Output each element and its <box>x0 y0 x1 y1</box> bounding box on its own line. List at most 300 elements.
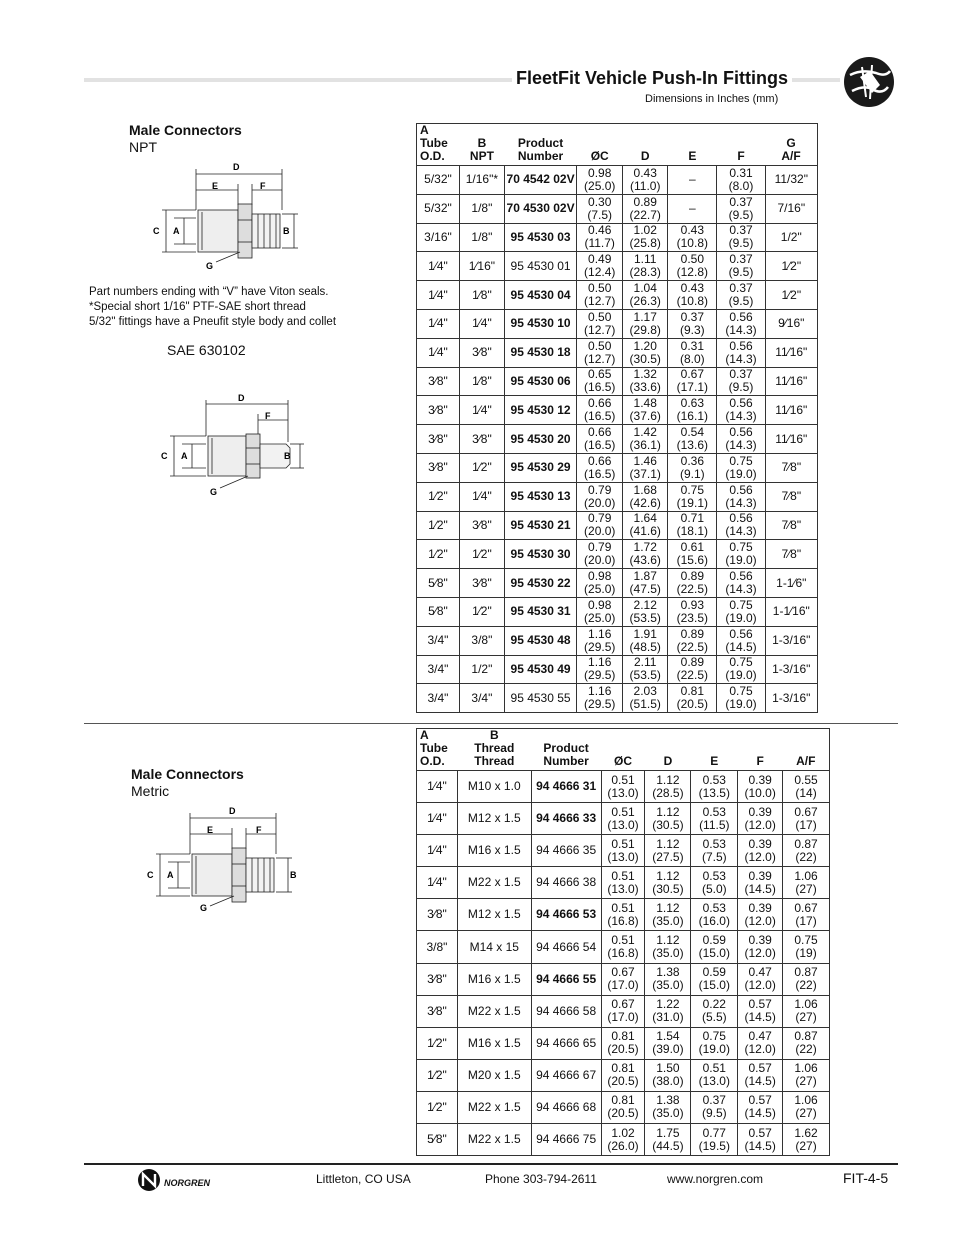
cell-c <box>601 835 645 867</box>
cell-value-line: (14) <box>795 785 817 800</box>
cell-value-line: (19.1) <box>676 495 708 510</box>
cell-e <box>668 511 717 540</box>
cell-value-line: (12.7) <box>584 322 616 337</box>
cell-value-line: 0.53 <box>702 804 726 819</box>
cell-b: M22 x 1.5 <box>457 1091 531 1123</box>
cell-value-line: 0.36 <box>680 453 704 468</box>
cell-f <box>738 1059 783 1091</box>
sae-label: SAE 630102 <box>167 342 246 358</box>
cell-c <box>577 281 623 310</box>
cell-value-line: (43.6) <box>629 553 661 568</box>
cell-value-line: 2.03 <box>633 684 657 699</box>
cell-value-line: (13.0) <box>607 849 639 864</box>
cell-e <box>668 569 717 598</box>
cell-b: 1⁄8" <box>459 367 504 396</box>
cell-value-line: 0.39 <box>748 933 772 948</box>
cell-f <box>717 194 765 223</box>
cell-b: M22 x 1.5 <box>457 1124 531 1156</box>
cell-value-line: 0.59 <box>702 933 726 948</box>
cell-value-line: 2.11 <box>634 655 657 670</box>
metric-section-subtitle: Metric <box>131 783 170 799</box>
cell-f <box>717 281 765 310</box>
cell-value-line: 0.50 <box>588 338 612 353</box>
cell-c <box>577 511 623 540</box>
column-header <box>645 729 691 771</box>
table-row <box>417 771 830 803</box>
cell-c <box>577 655 623 684</box>
brand-wordmark: NORGREN <box>164 1178 211 1188</box>
table-row <box>417 482 818 511</box>
cell-f <box>717 338 765 367</box>
cell-pn: 95 4530 30 <box>504 540 576 569</box>
table-row <box>417 1124 830 1156</box>
cell-e <box>691 835 738 867</box>
cell-value-line: (19.5) <box>698 1138 730 1153</box>
cell-value-line: (9.5) <box>728 294 754 309</box>
cell-value-line: 0.39 <box>748 868 772 883</box>
cell-pn: 95 4530 01 <box>504 252 576 281</box>
cell-value-line: – <box>688 201 696 216</box>
cell-b: 1/2" <box>459 655 504 684</box>
column-header-line: B <box>489 728 499 742</box>
cell-value-line: (9.5) <box>728 207 754 222</box>
cell-value-line: (27.5) <box>652 849 684 864</box>
cell-f <box>717 166 765 195</box>
cell-pn: 95 4530 29 <box>504 453 576 482</box>
column-header-line: F <box>756 754 764 768</box>
cell-value-line: 0.56 <box>729 425 753 440</box>
cell-value-line: (35.0) <box>652 946 684 961</box>
cell-e <box>668 626 717 655</box>
table-row <box>417 803 830 835</box>
cell-a: 5⁄8" <box>417 569 460 598</box>
norgren-brand-logo-icon <box>137 1167 272 1193</box>
cell-a: 1⁄4" <box>417 309 460 338</box>
column-header-line: Thread <box>474 741 515 755</box>
column-header <box>783 729 830 771</box>
cell-value-line: 1.17 <box>633 309 657 324</box>
cell-value-line: (26.0) <box>607 1138 639 1153</box>
cell-value-line: (25.0) <box>584 178 616 193</box>
footer-web[interactable]: www.norgren.com <box>667 1172 764 1186</box>
cell-b: 1⁄4" <box>459 396 504 425</box>
cell-value-line: 1.12 <box>656 804 680 819</box>
cell-g <box>783 771 830 803</box>
table-row <box>417 367 818 396</box>
cell-value-line: (14.5) <box>744 881 776 896</box>
cell-e <box>668 482 717 511</box>
cell-value-line: 0.77 <box>702 1125 726 1140</box>
column-header <box>417 729 458 771</box>
cell-value-line: 0.75 <box>729 453 753 468</box>
column-header <box>417 124 460 166</box>
cell-value-line: (35.0) <box>652 913 684 928</box>
cell-g <box>783 963 830 995</box>
cell-value-line: (8.0) <box>728 178 754 193</box>
column-header-line: E <box>710 754 719 768</box>
cell-value-line: 1.50 <box>656 1061 680 1076</box>
cell-value-line: (14.3) <box>725 322 757 337</box>
cell-e <box>668 684 717 713</box>
column-header-line: Tube <box>420 136 448 150</box>
cell-f <box>738 931 783 963</box>
cell-b: 1/8" <box>459 194 504 223</box>
cell-d <box>623 194 668 223</box>
cell-e <box>691 771 738 803</box>
cell-value-line: (41.6) <box>629 524 661 539</box>
cell-value-line: 0.57 <box>748 1125 772 1140</box>
cell-a: 3/4" <box>417 626 460 655</box>
cell-value-line: (14.5) <box>744 1106 776 1121</box>
cell-value-line: 0.56 <box>729 396 753 411</box>
cell-b: 1/8" <box>459 223 504 252</box>
table-row <box>417 569 818 598</box>
cell-d <box>623 597 668 626</box>
cell-value-line: (18.1) <box>676 524 708 539</box>
cell-value-line: 0.75 <box>702 1029 726 1044</box>
cell-f <box>738 771 783 803</box>
table-header-row <box>417 729 830 771</box>
cell-pn: 70 4542 02V <box>504 166 576 195</box>
cell-pn: 95 4530 55 <box>504 684 576 713</box>
page-number: FIT-4-5 <box>843 1170 889 1186</box>
cell-g: 11⁄16" <box>765 396 817 425</box>
cell-f <box>717 309 765 338</box>
cell-d <box>623 684 668 713</box>
cell-value-line: 0.50 <box>588 309 612 324</box>
cell-b: M22 x 1.5 <box>457 995 531 1027</box>
column-header <box>577 124 623 166</box>
cell-b: 3⁄8" <box>459 425 504 454</box>
cell-a: 3⁄8" <box>417 963 458 995</box>
cell-value-line: (51.5) <box>629 697 661 712</box>
cell-f <box>717 482 765 511</box>
cell-value-line: (27) <box>795 1010 817 1025</box>
cell-b: 3⁄8" <box>459 569 504 598</box>
cell-g <box>783 1027 830 1059</box>
sae-dim-f: F <box>265 411 271 421</box>
column-header <box>531 729 601 771</box>
cell-pn: 95 4530 12 <box>504 396 576 425</box>
cell-value-line: (20.0) <box>584 495 616 510</box>
cell-value-line: (26.3) <box>629 294 661 309</box>
cell-c <box>577 425 623 454</box>
cell-pn: 94 4666 35 <box>531 835 601 867</box>
table-row <box>417 931 830 963</box>
cell-a: 3⁄8" <box>417 453 460 482</box>
cell-e <box>668 194 717 223</box>
table-row <box>417 899 830 931</box>
cell-value-line: (19.0) <box>725 553 757 568</box>
cell-c <box>601 867 645 899</box>
cell-value-line: (30.5) <box>652 881 684 896</box>
cell-value-line: 0.47 <box>748 1029 772 1044</box>
cell-a: 3⁄8" <box>417 367 460 396</box>
cell-f <box>717 453 765 482</box>
cell-value-line: 1.64 <box>633 511 657 526</box>
cell-b: M12 x 1.5 <box>457 899 531 931</box>
cell-pn: 70 4530 02V <box>504 194 576 223</box>
column-header <box>601 729 645 771</box>
cell-e <box>668 453 717 482</box>
cell-pn: 94 4666 31 <box>531 771 601 803</box>
cell-value-line: (14.3) <box>725 582 757 597</box>
cell-value-line: 0.53 <box>702 772 726 787</box>
cell-value-line: (5.0) <box>701 881 727 896</box>
cell-value-line: 0.87 <box>794 965 818 980</box>
cell-f <box>717 655 765 684</box>
cell-value-line: 1.20 <box>633 338 657 353</box>
cell-c <box>577 597 623 626</box>
cell-value-line: (29.5) <box>584 668 616 683</box>
npt-dim-b: B <box>283 226 290 236</box>
note-line: *Special short 1/16" PTF-SAE short thread <box>89 301 306 313</box>
cell-value-line: (31.0) <box>652 1010 684 1025</box>
cell-g <box>783 931 830 963</box>
cell-f <box>738 963 783 995</box>
table-row <box>417 626 818 655</box>
cell-value-line: (30.5) <box>652 817 684 832</box>
npt-dim-f: F <box>260 181 266 191</box>
cell-value-line: 0.39 <box>748 900 772 915</box>
cell-value-line: (9.5) <box>728 380 754 395</box>
cell-value-line: (28.3) <box>629 265 661 280</box>
sae-dim-a: A <box>181 451 188 461</box>
cell-value-line: (12.0) <box>744 978 776 993</box>
cell-value-line: (42.6) <box>629 495 661 510</box>
column-header-line: Product <box>517 136 564 150</box>
cell-g: 1⁄2" <box>765 252 817 281</box>
cell-value-line: 1.32 <box>633 367 657 382</box>
cell-b: 1⁄2" <box>459 453 504 482</box>
cell-a: 3⁄8" <box>417 899 458 931</box>
cell-value-line: 0.87 <box>794 1029 818 1044</box>
cell-value-line: (44.5) <box>652 1138 684 1153</box>
note-line: 5/32" fittings have a Pneufit style body and collet <box>89 316 337 328</box>
table-header-row <box>417 124 818 166</box>
cell-e <box>668 166 717 195</box>
sae-dim-c: C <box>161 451 168 461</box>
table-row <box>417 453 818 482</box>
cell-value-line: 0.65 <box>588 367 612 382</box>
cell-d <box>645 1124 691 1156</box>
cell-d <box>623 396 668 425</box>
cell-a: 1⁄4" <box>417 803 458 835</box>
cell-value-line: (5.5) <box>701 1010 727 1025</box>
cell-b: 1⁄2" <box>459 597 504 626</box>
cell-pn: 94 4666 33 <box>531 803 601 835</box>
cell-value-line: (47.5) <box>629 582 661 597</box>
cell-value-line: 0.53 <box>702 836 726 851</box>
cell-value-line: (48.5) <box>629 639 661 654</box>
table-row <box>417 194 818 223</box>
cell-a: 1⁄2" <box>417 482 460 511</box>
cell-value-line: 0.56 <box>729 309 753 324</box>
cell-a: 3/4" <box>417 655 460 684</box>
cell-a: 1⁄4" <box>417 867 458 899</box>
npt-dim-g: G <box>206 261 214 271</box>
note-line: Part numbers ending with “V” have Viton seals. <box>89 286 329 298</box>
cell-value-line: 0.87 <box>794 836 818 851</box>
cell-value-line: (16.5) <box>584 466 616 481</box>
cell-c <box>577 223 623 252</box>
cell-value-line: (10.0) <box>744 785 776 800</box>
cell-value-line: (12.7) <box>584 351 616 366</box>
cell-f <box>717 396 765 425</box>
cell-value-line: (20.0) <box>584 524 616 539</box>
cell-g: 9⁄16" <box>765 309 817 338</box>
cell-e <box>691 931 738 963</box>
cell-value-line: 1.54 <box>656 1029 680 1044</box>
cell-value-line: 0.71 <box>680 511 704 526</box>
column-header-line: A/F <box>796 754 816 768</box>
cell-d <box>623 367 668 396</box>
cell-b: 3⁄8" <box>459 511 504 540</box>
cell-d <box>645 867 691 899</box>
cell-f <box>717 425 765 454</box>
cell-value-line: 0.53 <box>702 868 726 883</box>
cell-value-line: 0.39 <box>748 836 772 851</box>
cell-value-line: (12.7) <box>584 294 616 309</box>
cell-value-line: 0.79 <box>588 540 612 555</box>
column-header-line: D <box>663 754 673 768</box>
cell-g <box>783 867 830 899</box>
cell-f <box>717 511 765 540</box>
table-row <box>417 1059 830 1091</box>
cell-value-line: (19.0) <box>698 1042 730 1057</box>
cell-c <box>601 995 645 1027</box>
column-header-line: Product <box>543 741 589 755</box>
cell-pn: 94 4666 68 <box>531 1091 601 1123</box>
npt-dim-a: A <box>173 226 180 236</box>
cell-b: M16 x 1.5 <box>457 835 531 867</box>
table-row <box>417 1091 830 1123</box>
cell-value-line: 1.02 <box>611 1125 635 1140</box>
cell-value-line: (16.0) <box>698 913 730 928</box>
table-row <box>417 597 818 626</box>
cell-a: 1⁄4" <box>417 771 458 803</box>
cell-g: 1-1⁄6" <box>765 569 817 598</box>
cell-e <box>691 995 738 1027</box>
cell-value-line: 0.93 <box>680 597 704 612</box>
cell-value-line: 1.12 <box>656 900 680 915</box>
cell-value-line: 0.55 <box>794 772 818 787</box>
cell-d <box>623 166 668 195</box>
cell-pn: 95 4530 10 <box>504 309 576 338</box>
cell-value-line: 0.37 <box>680 309 704 324</box>
cell-c <box>601 1124 645 1156</box>
cell-b: M12 x 1.5 <box>457 803 531 835</box>
cell-b: M16 x 1.5 <box>457 963 531 995</box>
cell-f <box>717 684 765 713</box>
cell-value-line: (16.8) <box>607 913 639 928</box>
column-header-line: Thread <box>474 754 515 768</box>
cell-c <box>577 338 623 367</box>
cell-value-line: 1.06 <box>794 997 818 1012</box>
cell-value-line: (53.5) <box>629 610 661 625</box>
cell-value-line: 2.12 <box>633 597 657 612</box>
cell-c <box>601 771 645 803</box>
sae-dim-g: G <box>210 487 218 497</box>
cell-value-line: (20.5) <box>676 697 708 712</box>
cell-value-line: (35.0) <box>652 1106 684 1121</box>
cell-value-line: (16.1) <box>676 409 708 424</box>
cell-d <box>623 309 668 338</box>
cell-value-line: 0.54 <box>680 425 704 440</box>
table-row <box>417 684 818 713</box>
table-row <box>417 835 830 867</box>
cell-pn: 95 4530 06 <box>504 367 576 396</box>
column-header-line: Number <box>543 754 589 768</box>
cell-value-line: (23.5) <box>676 610 708 625</box>
cell-d <box>623 511 668 540</box>
cell-c <box>577 309 623 338</box>
cell-value-line: 0.51 <box>611 772 635 787</box>
cell-value-line: (35.0) <box>652 978 684 993</box>
cell-c <box>577 569 623 598</box>
cell-g <box>783 1091 830 1123</box>
norgren-globe-logo-icon <box>842 55 896 109</box>
sae-dim-d: D <box>238 393 245 403</box>
cell-g <box>783 835 830 867</box>
column-header-line: A/F <box>781 149 801 163</box>
column-header-line: Tube <box>420 741 448 755</box>
table-row <box>417 396 818 425</box>
cell-pn: 94 4666 75 <box>531 1124 601 1156</box>
cell-value-line: 0.37 <box>729 281 753 296</box>
cell-c <box>577 367 623 396</box>
cell-g: 1⁄2" <box>765 281 817 310</box>
cell-d <box>623 252 668 281</box>
cell-value-line: 0.79 <box>588 482 612 497</box>
cell-value-line: (12.0) <box>744 946 776 961</box>
cell-d <box>623 281 668 310</box>
cell-value-line: (11.0) <box>630 178 661 193</box>
cell-b: 3/4" <box>459 684 504 713</box>
cell-g: 7⁄8" <box>765 482 817 511</box>
cell-g: 11/32" <box>765 166 817 195</box>
cell-f <box>738 1124 783 1156</box>
cell-f <box>738 835 783 867</box>
cell-d <box>623 569 668 598</box>
cell-value-line: (27) <box>795 1138 817 1153</box>
cell-value-line: 1.12 <box>656 836 680 851</box>
cell-value-line: 0.51 <box>611 836 635 851</box>
cell-value-line: 0.37 <box>729 223 753 238</box>
cell-value-line: 0.75 <box>729 684 753 699</box>
cell-pn: 95 4530 18 <box>504 338 576 367</box>
cell-value-line: (14.5) <box>744 1074 776 1089</box>
cell-e <box>691 899 738 931</box>
metric-dim-e: E <box>207 825 214 835</box>
cell-d <box>623 482 668 511</box>
column-header-line: E <box>688 149 697 163</box>
cell-f <box>717 540 765 569</box>
cell-value-line: 0.56 <box>729 482 753 497</box>
cell-value-line: (13.0) <box>607 817 639 832</box>
cell-value-line: (15.6) <box>676 553 708 568</box>
cell-value-line: 0.66 <box>588 396 612 411</box>
cell-f <box>738 899 783 931</box>
cell-e <box>668 367 717 396</box>
cell-value-line: (20.5) <box>607 1106 639 1121</box>
cell-value-line: (19.0) <box>725 668 757 683</box>
cell-value-line: (13.0) <box>607 785 639 800</box>
cell-f <box>717 367 765 396</box>
cell-value-line: 1.16 <box>588 626 612 641</box>
cell-b: M14 x 15 <box>457 931 531 963</box>
cell-value-line: (13.0) <box>698 1074 730 1089</box>
